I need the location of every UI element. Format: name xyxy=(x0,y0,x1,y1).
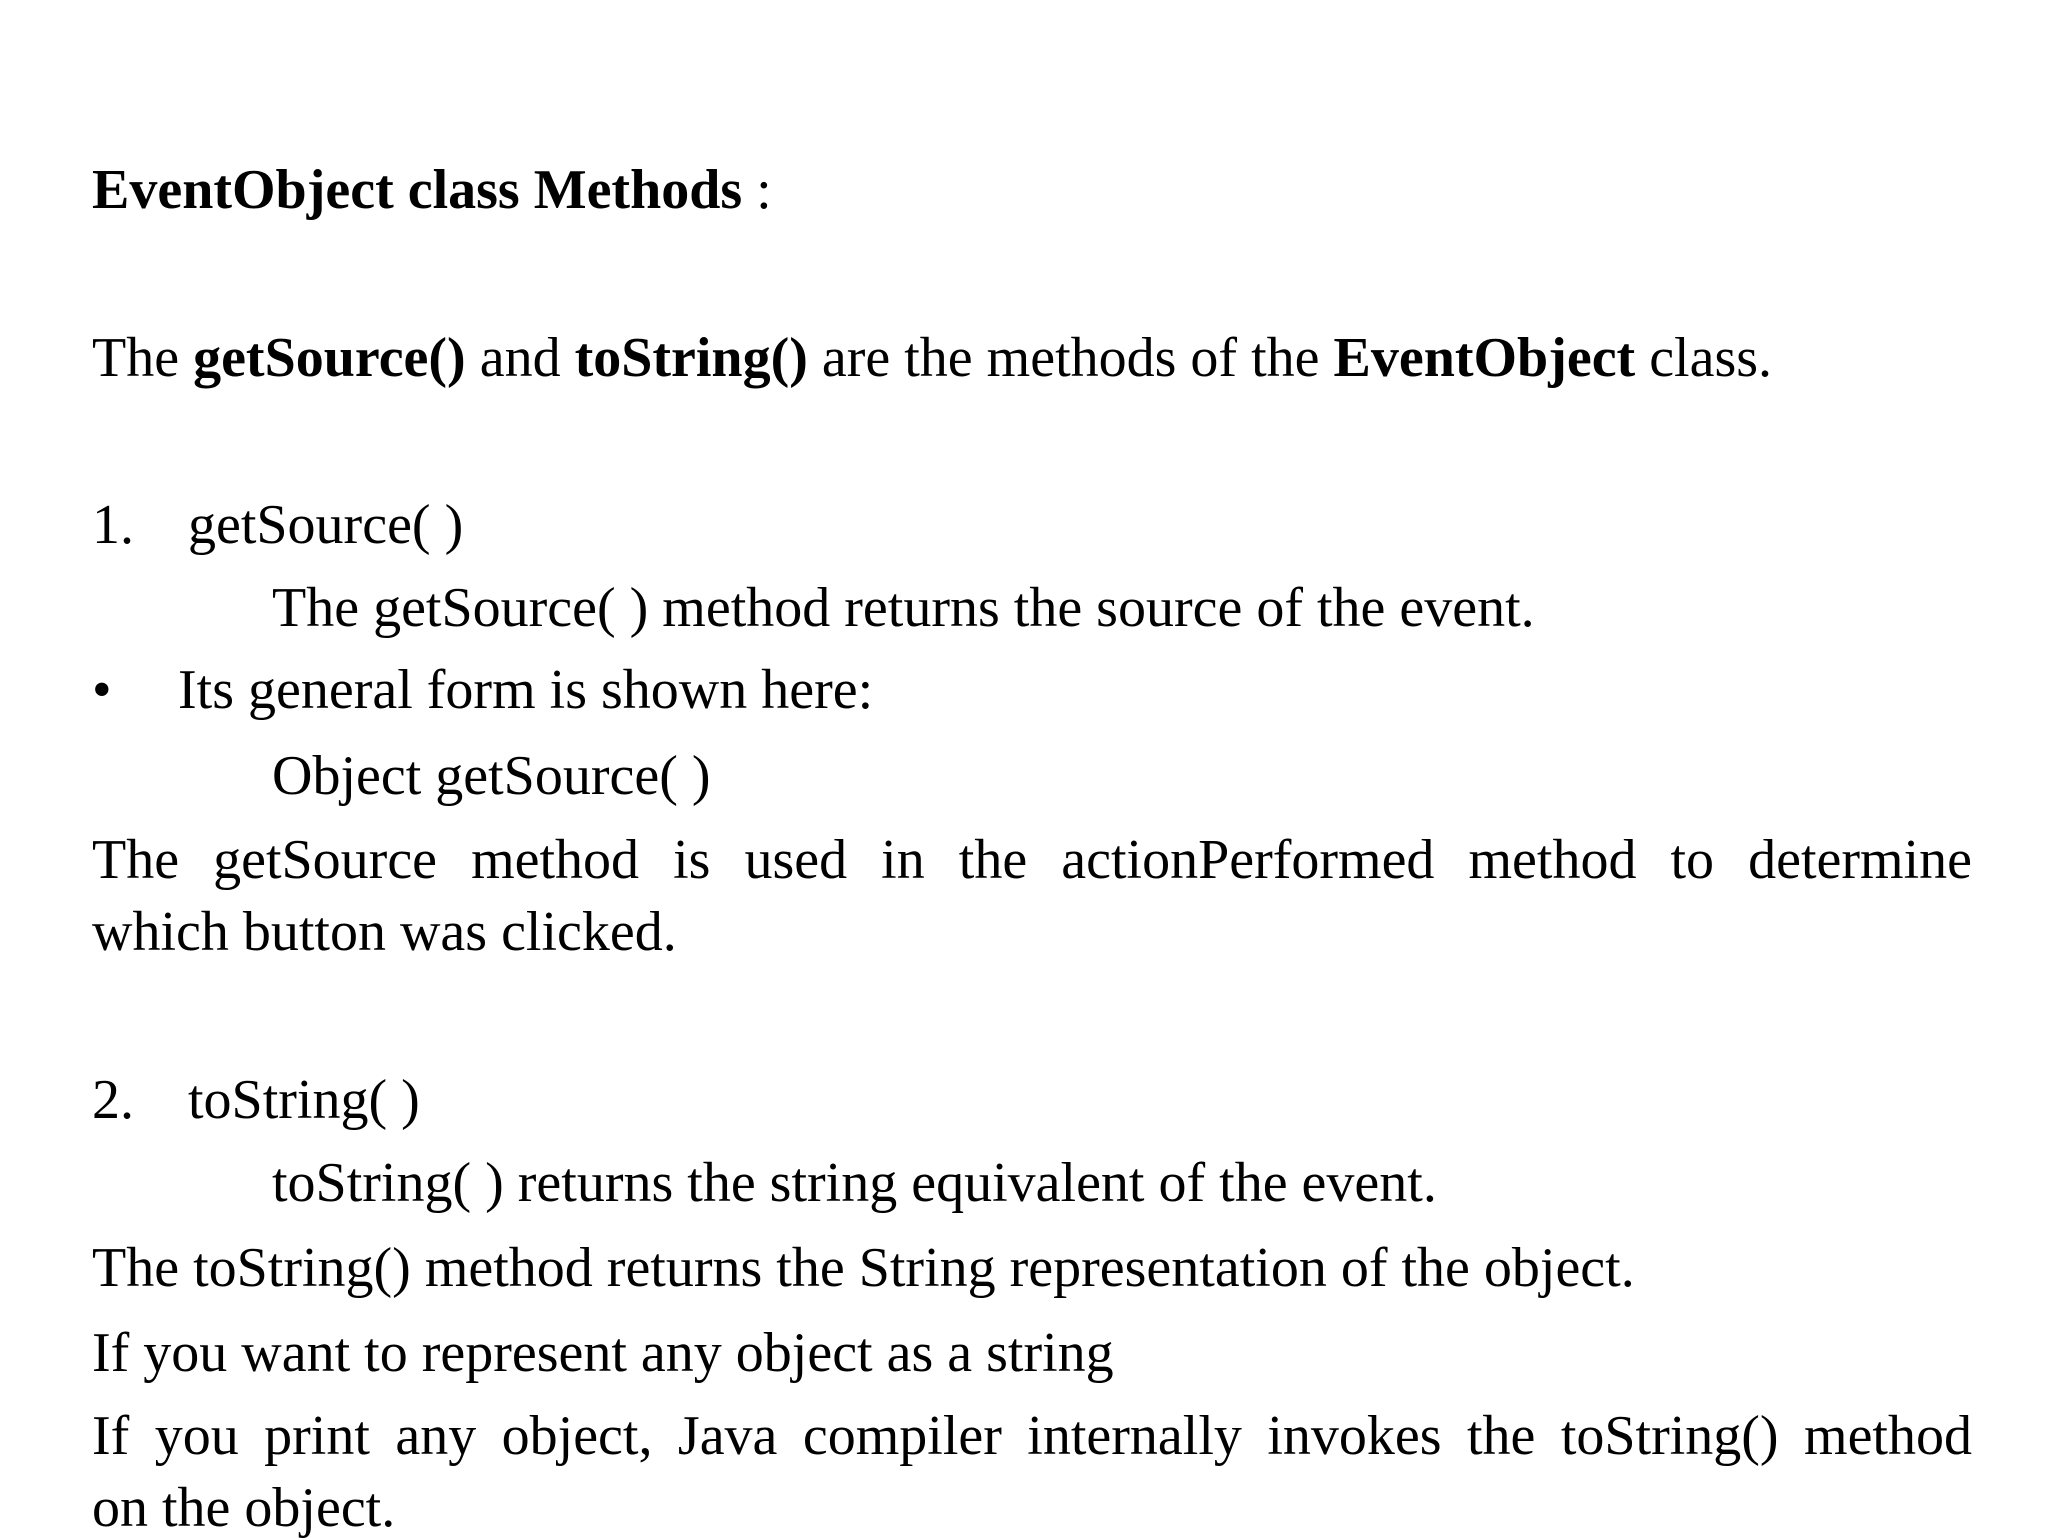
intro-bold-eventobject: EventObject xyxy=(1333,327,1636,389)
slide-heading xyxy=(92,159,772,221)
intro-text-2: and xyxy=(465,327,575,389)
item1-bullet-line xyxy=(92,659,874,721)
item2-description: toString( ) returns the string equivalent of the event. xyxy=(272,1152,1437,1214)
intro-text-4: class. xyxy=(1635,327,1773,389)
bullet-icon: • xyxy=(92,659,112,721)
item1-usage-line1: The getSource method is used in the actionPerformed method to determine xyxy=(92,829,1972,891)
item1-description: The getSource( ) method returns the source of the event. xyxy=(272,577,1535,639)
item1-title-line xyxy=(92,494,464,556)
item2-line2: If you want to represent any object as a string xyxy=(92,1322,1114,1384)
item1-signature: Object getSource( ) xyxy=(272,745,711,807)
item2-line3b: on the object. xyxy=(92,1477,396,1539)
item2-line3a: If you print any object, Java compiler internally invokes the toString() method xyxy=(92,1405,1972,1467)
intro-text-1: The xyxy=(92,327,194,389)
item2-line1: The toString() method returns the String representation of the object. xyxy=(92,1237,1635,1299)
intro-bold-getsource: getSource() xyxy=(193,327,466,389)
item1-number: 1. xyxy=(92,494,134,556)
item1-bullet-text: Its general form is shown here: xyxy=(178,659,874,721)
heading-suffix: : xyxy=(742,159,772,221)
item1-title: getSource( ) xyxy=(188,494,464,556)
item2-number: 2. xyxy=(92,1069,134,1131)
intro-text-3: are the methods of the xyxy=(807,327,1334,389)
item1-usage-line2: which button was clicked. xyxy=(92,901,677,963)
heading-bold-text: EventObject class Methods xyxy=(92,159,743,221)
item2-title-line xyxy=(92,1069,420,1131)
intro-bold-tostring: toString() xyxy=(574,327,808,389)
item2-title: toString( ) xyxy=(188,1069,420,1131)
intro-paragraph xyxy=(92,327,1773,389)
